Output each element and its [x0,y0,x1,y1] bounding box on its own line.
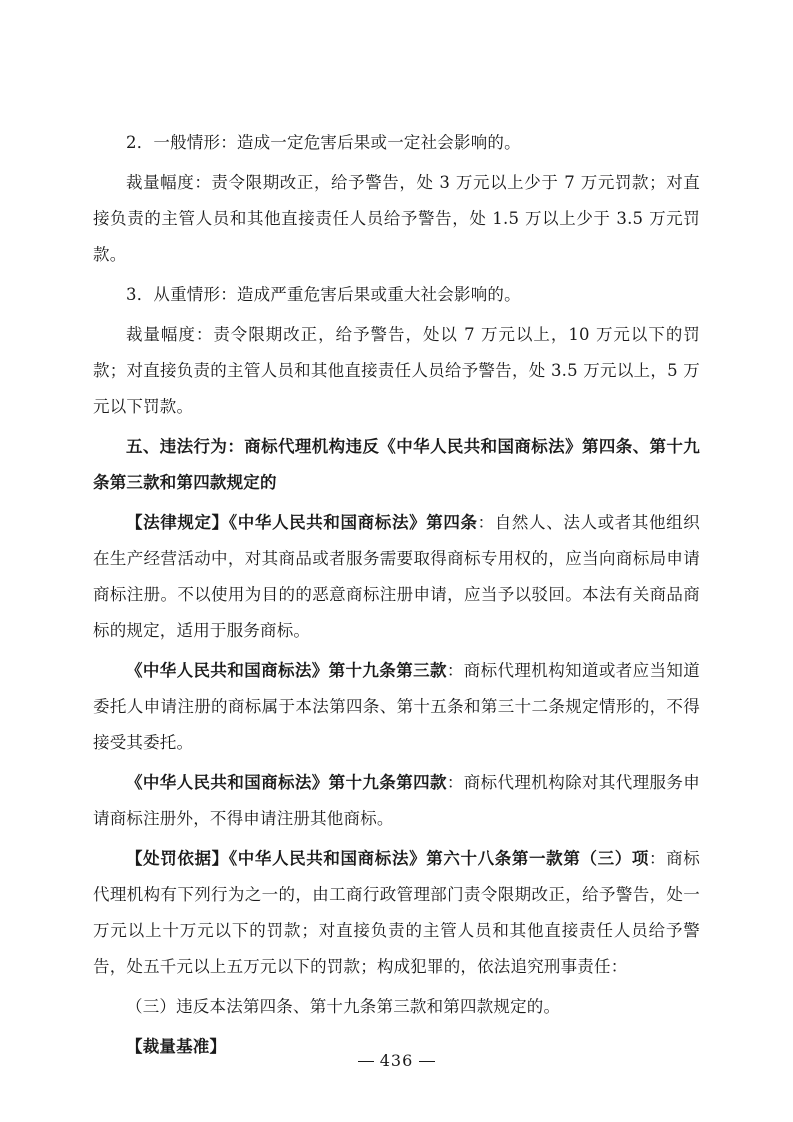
page-number: 436 [379,1051,414,1070]
paragraph-item-three [93,989,700,1025]
paragraph-text: 裁量幅度：责令限期改正，给予警告，处 3 万元以上少于 7 万元罚款；对直接负责的主管人员和其他直接责任人员给予警告，处 1.5 万以上少于 3.5 万元罚款。 [93,173,700,264]
footer-dash-right [419,1061,435,1062]
paragraph-legal-provision-article-4 [93,505,700,649]
paragraph-4 [93,317,700,425]
discretion-standard-label: 【裁量基准】 [126,1037,227,1056]
section-heading-text: 五、违法行为：商标代理机构违反《中华人民共和国商标法》第四条、第十九条第三款和第四款规定的 [93,437,700,492]
section-heading-five [93,429,700,501]
footer-dash-left [358,1061,374,1062]
paragraph-penalty-basis [93,841,700,985]
page-body [93,125,700,1069]
paragraph-3 [93,277,700,313]
page-footer [0,1051,793,1070]
paragraph-2 [93,165,700,273]
paragraph-text: 裁量幅度：责令限期改正，给予警告，处以 7 万元以上，10 万元以下的罚款；对直接负责的主管人员和其他直接责任人员给予警告，处 3.5 万元以上，5 万元以下罚款。 [93,325,700,416]
legal-provision-label: 《中华人民共和国商标法》第十九条第四款 [126,773,447,792]
penalty-basis-label: 【处罚依据】《中华人民共和国商标法》第六十八条第一款第（三）项 [126,849,650,868]
paragraph-1 [93,125,700,161]
paragraph-text: （三）违反本法第四条、第十九条第三款和第四款规定的。 [126,997,561,1016]
paragraph-text: ：自然人、法人或者其他组织在生产经营活动中，对其商品或者服务需要取得商标专用权的，应当向商标局申请商标注册。不以使用为目的的恶意商标注册申请，应当予以驳回。本法有关商品商标的规定，适用于服务商标。 [93,513,700,640]
paragraph-legal-provision-article-19-4 [93,765,700,837]
legal-provision-label: 《中华人民共和国商标法》第十九条第三款 [126,661,447,680]
paragraph-text: ：商标代理机构有下列行为之一的，由工商行政管理部门责令限期改正，给予警告，处一万元以上十万元以下的罚款；对直接负责的主管人员和其他直接责任人员给予警告，处五千元以上五万元以下的罚款；构成犯罪的，依法追究刑事责任： [93,849,700,976]
paragraph-text: ：商标代理机构除对其代理服务申请商标注册外，不得申请注册其他商标。 [93,773,700,828]
paragraph-legal-provision-article-19-3 [93,653,700,761]
paragraph-text: 2．一般情形：造成一定危害后果或一定社会影响的。 [126,133,521,152]
paragraph-text: 3．从重情形：造成严重危害后果或重大社会影响的。 [126,285,521,304]
legal-provision-label: 【法律规定】《中华人民共和国商标法》第四条 [126,513,478,532]
paragraph-text: ：商标代理机构知道或者应当知道委托人申请注册的商标属于本法第四条、第十五条和第三十二条规定情形的，不得接受其委托。 [93,661,700,752]
